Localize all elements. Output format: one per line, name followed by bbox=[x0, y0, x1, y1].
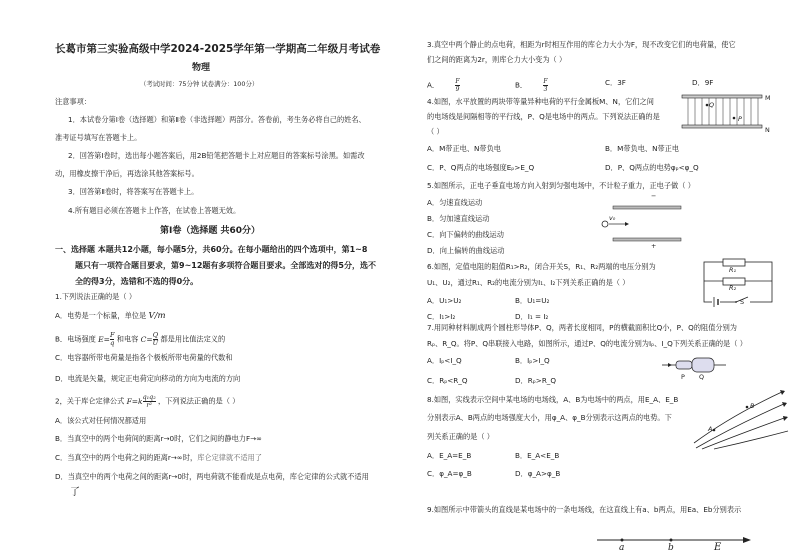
q4-capacitor-figure bbox=[680, 93, 776, 133]
q9-label-b: b bbox=[668, 543, 674, 553]
q7-option-a: A．Iₚ<I_Q bbox=[427, 356, 462, 365]
q8-stem-cont: 列关系正确的是（ ） bbox=[427, 432, 494, 441]
q5-label-plus: + bbox=[651, 242, 657, 250]
q3-option-c: C．3F bbox=[605, 78, 626, 87]
q2-option-a: A．该公式对任何情况都适用 bbox=[55, 416, 147, 425]
q7-conductor-figure bbox=[660, 356, 730, 376]
q4-stem: 4.如图，水平放置的两块带等量异种电荷的平行金属板M、N，它们之间 bbox=[427, 97, 654, 106]
q1-stem: 1.下列说法正确的是（ ） bbox=[55, 292, 137, 301]
q7-option-d: D．Rₚ>R_Q bbox=[515, 376, 557, 385]
q1-option-a-unit: V/m bbox=[148, 311, 166, 321]
formula-e-f-q: E= $\frac{F}{q}$ bbox=[98, 331, 115, 347]
notes-heading: 注意事项： bbox=[55, 97, 91, 106]
q5-option-d: D．向上偏转的曲线运动 bbox=[427, 246, 505, 255]
q6-label-r1: R₁ bbox=[729, 266, 737, 274]
q6-label-r2: R₂ bbox=[729, 284, 737, 292]
q8-option-c: C．φ_A=φ_B bbox=[427, 469, 472, 478]
q4-label-n: N bbox=[765, 126, 770, 134]
q8-label-b: B bbox=[750, 402, 755, 410]
q2-option-c-part2: 库仑定律就不适用了 bbox=[197, 453, 262, 462]
note-item: 4.所有题目必须在答题卡上作答，在试卷上答题无效。 bbox=[68, 206, 241, 215]
note-item: 准考证号填写在答题卡上。 bbox=[55, 133, 142, 142]
q7-stem-cont: Rₚ、R_Q。将P、Q串联接入电路，如图所示，通过P、Q的电流分别为Iₚ、I_Q下列关系正确的是（ ） bbox=[427, 339, 747, 348]
q5-label-minus: − bbox=[651, 192, 657, 200]
q1-option-b bbox=[55, 332, 225, 347]
q5-stem: 5.如图所示，正电子垂直电场方向入射到匀强电场中，不计粒子重力，正电子做（ ） bbox=[427, 181, 695, 190]
right-column bbox=[400, 0, 794, 560]
q6-circuit-figure bbox=[698, 258, 778, 308]
q6-option-b: B．U₁=U₂ bbox=[515, 296, 550, 305]
part1-instruction: 一、选择题 本题共12小题，每小题5分，共60分。在每小题给出的四个选项中，第1~8 bbox=[55, 245, 368, 254]
note-item: 3．回答第Ⅱ卷时，将答案写在答题卡上。 bbox=[68, 187, 199, 196]
formula-coulomb: F=k $\frac{\text{q₁q₂}}{\text{r²}}$ bbox=[126, 394, 156, 409]
q6-option-a: A．U₁>U₂ bbox=[427, 296, 462, 305]
q8-field-lines-figure bbox=[692, 385, 790, 450]
q1-option-a-text: A．电势是一个标量，单位是 bbox=[55, 311, 147, 320]
q9-stem: 9.如图所示中带箭头的直线是某电场中的一条电场线，在这直线上有a、b两点，用Ea、Eb分别表示 bbox=[427, 505, 742, 514]
q7-stem: 7.用同种材料制成两个圆柱形导体P、Q，两者长度相同，P的横截面积比Q小，P、Q的阻值分别为 bbox=[427, 323, 737, 332]
q7-option-c: C．Rₚ<R_Q bbox=[427, 376, 468, 385]
q1-option-d: D．电流是矢量，规定正电荷定向移动的方向为电流的方向 bbox=[55, 374, 241, 383]
q4-label-q: Q bbox=[709, 101, 715, 109]
q8-stem-cont: 分别表示A、B两点的电场强度大小，用φ_A、φ_B分别表示这两点的电势。下 bbox=[427, 413, 672, 422]
q8-label-a: A bbox=[708, 425, 713, 433]
q8-option-a: A．E_A=E_B bbox=[427, 451, 472, 460]
q4-option-c: C．P、Q两点的电场强度Eₚ>E_Q bbox=[427, 163, 535, 172]
q1-option-c: C．电容器所带电荷量是指各个极板所带电荷量的代数和 bbox=[55, 353, 233, 362]
q7-label-p: P bbox=[681, 373, 685, 381]
q5-option-c: C．向下偏转的曲线运动 bbox=[427, 230, 504, 239]
q1-option-b-part3: 都是用比值法定义的 bbox=[160, 334, 226, 344]
q3-frac-b: $\frac{F}{3}$ bbox=[543, 78, 548, 93]
q1-option-b-part2: 和电容 bbox=[116, 334, 139, 344]
q3-option-b-label: B． bbox=[515, 80, 528, 90]
q3-option-b bbox=[515, 78, 548, 93]
q8-stem: 8.如图，实线表示空间中某电场的电场线，A、B为电场中的两点，用E_A、E_B bbox=[427, 395, 679, 404]
q4-stem-cont: 的电场线是间隔相等的平行线，P、Q是电场中的两点。下列说法正确的是 bbox=[427, 112, 660, 121]
part1-instruction: 题只有一项符合题目要求，第9~12题有多项符合题目要求。全部选对的得5分，选不 bbox=[75, 261, 376, 270]
q5-label-v0: v₀ bbox=[609, 214, 616, 222]
q8-option-b: B．E_A<E_B bbox=[515, 451, 560, 460]
q6-option-d: D．I₁ = I₂ bbox=[515, 312, 549, 321]
exam-title: 长葛市第三实验高级中学2024-2025学年第一学期高二年级月考试卷 bbox=[55, 43, 381, 55]
q3-option-d: D．9F bbox=[692, 78, 714, 87]
q2-stem-part2: ，下列说法正确的是（ ） bbox=[158, 396, 240, 406]
part1-heading: 第Ⅰ卷（选择题 共60分） bbox=[160, 226, 261, 236]
q4-option-b: B．M带负电、N带正电 bbox=[605, 144, 680, 153]
q6-option-c: C．I₁>I₂ bbox=[427, 312, 456, 321]
q3-stem-cont: 们之间的距离为2r，则库仑力大小变为（ ） bbox=[427, 55, 567, 64]
q6-stem-cont: U₁、U₂，通过R₁、R₂的电流分别为I₁、I₂下列关系正确的是（ ） bbox=[427, 278, 630, 287]
subject-title: 物理 bbox=[192, 63, 211, 73]
exam-info: （考试时间：75分钟 试卷满分：100分） bbox=[140, 80, 259, 88]
q2-option-c-part1: C．当真空中的两个电荷之间的距离r→∞时， bbox=[55, 453, 198, 462]
note-item: 动，用橡皮擦干净后，再选涂其他答案标号。 bbox=[55, 169, 199, 178]
q3-option-a bbox=[427, 78, 460, 93]
q5-option-a: A．匀速直线运动 bbox=[427, 198, 483, 207]
q1-option-b-part1: B．电场强度 bbox=[55, 334, 96, 344]
q3-frac-a: $\frac{F}{9}$ bbox=[455, 78, 460, 93]
q2-option-b: B．当真空中的两个电荷间的距离r→0时，它们之间的静电力F→∞ bbox=[55, 434, 263, 443]
q4-label-p: P bbox=[738, 115, 742, 123]
q5-field-figure bbox=[595, 200, 685, 250]
q2-option-d: D．当真空中的两个电荷之间的距离r→0时，两电荷就不能看成是点电荷，库仑定律的公式就不适用 bbox=[55, 472, 369, 481]
q6-stem: 6.如图，定值电阻的阻值R₁>R₂，闭合开关S，R₁、R₂两端的电压分别为 bbox=[427, 262, 656, 271]
q3-option-a-label: A． bbox=[427, 80, 440, 90]
q2-option-d-cont: 了 bbox=[70, 487, 80, 498]
formula-c-q-u: C= $\frac{Q}{U}$ bbox=[140, 331, 159, 347]
q7-option-b: B．Iₚ>I_Q bbox=[515, 356, 550, 365]
q7-label-q: Q bbox=[699, 373, 705, 381]
q2-option-c bbox=[55, 453, 262, 463]
q4-option-a: A．M带正电、N带负电 bbox=[427, 144, 501, 153]
q9-label-e: E bbox=[714, 542, 722, 553]
q4-stem-cont: （ ） bbox=[427, 127, 444, 136]
q6-label-s: S bbox=[740, 298, 745, 306]
q4-label-m: M bbox=[765, 94, 771, 102]
q8-option-d: D．φ_A>φ_B bbox=[515, 469, 561, 478]
q3-stem: 3.真空中两个静止的点电荷，相距为r时相互作用的库仑力大小为F，现不改变它们的电荷量，使它 bbox=[427, 40, 736, 49]
q9-label-a: a bbox=[619, 543, 625, 553]
q5-option-b: B．匀加速直线运动 bbox=[427, 214, 490, 223]
q1-option-a bbox=[55, 311, 166, 321]
q4-option-d: D．P、Q两点的电势φₚ<φ_Q bbox=[605, 163, 699, 172]
note-item: 2．回答第Ⅰ卷时，选出每小题答案后，用2B铅笔把答题卡上对应题目的答案标号涂黑。如需改 bbox=[68, 151, 365, 160]
q2-stem bbox=[55, 394, 239, 409]
note-item: 1．本试卷分第Ⅰ卷（选择题）和第Ⅱ卷（非选择题）两部分。答卷前，考生务必将自己的姓名、 bbox=[68, 115, 366, 124]
q2-stem-part1: 2，关于库仑定律公式 bbox=[55, 396, 125, 406]
part1-instruction: 全的得3分，选错和不选的得0分。 bbox=[75, 277, 199, 286]
